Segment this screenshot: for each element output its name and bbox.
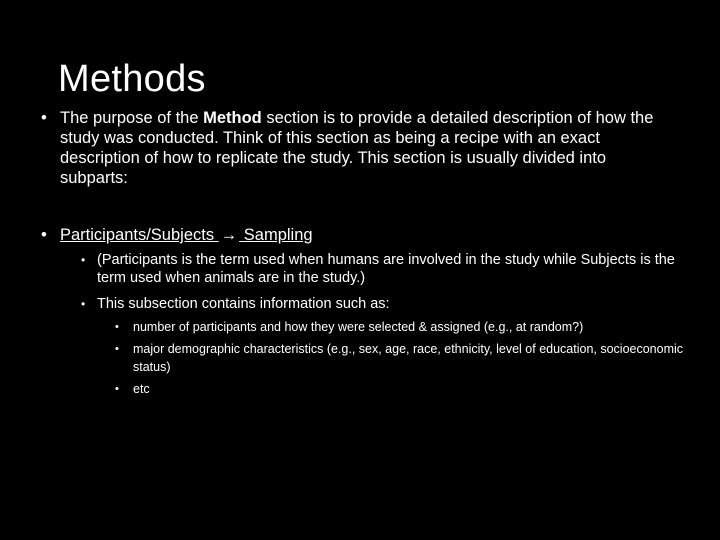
- bullet-marker: •: [115, 343, 119, 355]
- detail-bullet-demographics: [115, 340, 693, 376]
- sub-bullet-info-text: This subsection contains information such as:: [97, 296, 390, 312]
- sub-bullet-info: [81, 295, 677, 313]
- detail-bullet-text: number of participants and how they were selected & assigned (e.g., at random?): [133, 320, 584, 334]
- bullet-participants-text: [60, 226, 313, 244]
- bullet-participants: [41, 225, 670, 245]
- bullet-purpose: [41, 108, 670, 188]
- detail-bullet-text: etc: [133, 382, 150, 396]
- bullet-purpose-prefix: The purpose of the: [60, 109, 204, 127]
- detail-bullet-text: major demographic characteristics (e.g., sex, age, race, ethnicity, level of education, socioeconomic status): [133, 342, 684, 374]
- bullet-marker: •: [81, 297, 86, 311]
- detail-bullet-participants-count: [115, 318, 693, 336]
- participants-label: Participants/Subjects: [60, 226, 215, 244]
- bullet-marker: •: [81, 253, 86, 267]
- bullet-purpose-suffix: section is to provide a detailed description of how the study was conducted. Think of this section as being a recipe with an exact description of how to replicate the study. This section is usually divided into subparts:: [60, 109, 654, 187]
- bullet-marker: •: [41, 226, 47, 244]
- arrow-right-icon: →: [220, 226, 238, 244]
- slide-title: Methods: [58, 58, 206, 100]
- bullet-purpose-bold: Method: [203, 109, 262, 127]
- bullet-marker: •: [115, 383, 119, 395]
- bullet-marker: •: [115, 321, 119, 333]
- detail-bullet-etc: [115, 380, 693, 398]
- sampling-label: Sampling: [243, 226, 313, 244]
- sub-bullet-definition: [81, 251, 677, 287]
- sub-bullet-definition-text: (Participants is the term used when humans are involved in the study while Subjects is the term used when animals are in the study.): [97, 252, 675, 286]
- bullet-purpose-text: [60, 109, 653, 187]
- bullet-marker: •: [41, 109, 47, 127]
